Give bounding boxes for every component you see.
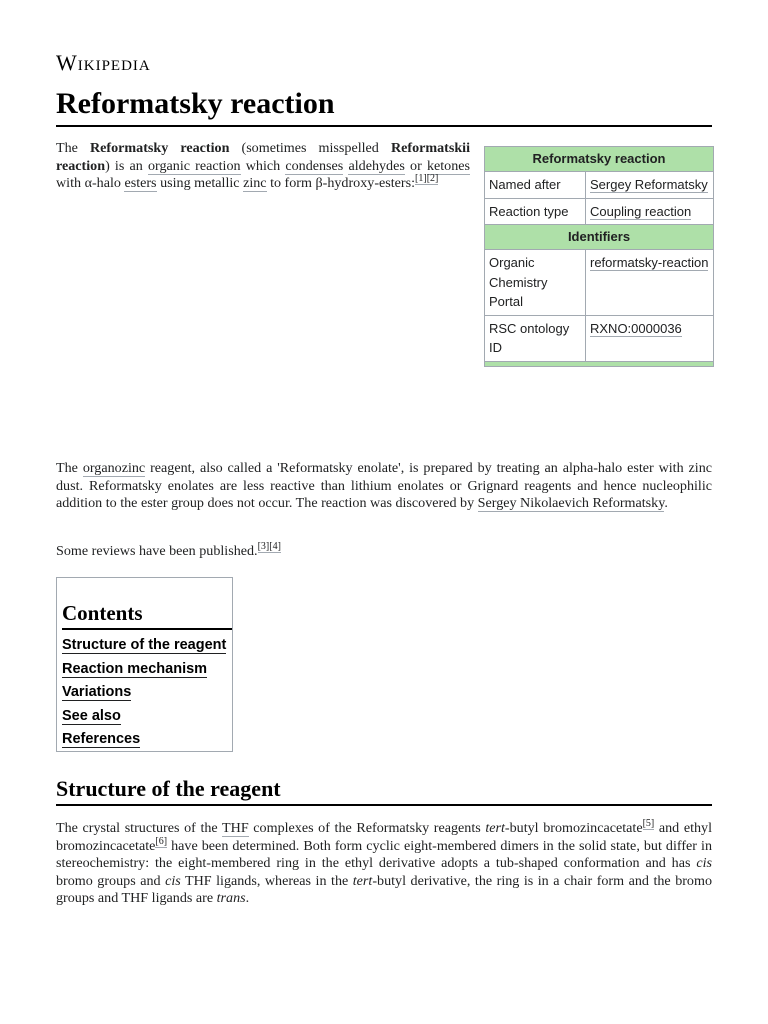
infobox xyxy=(484,146,714,367)
toc-link[interactable]: Structure of the reagent xyxy=(62,637,227,653)
toc-item[interactable] xyxy=(62,634,232,658)
link-ketones[interactable]: ketones xyxy=(426,157,470,174)
link-thf[interactable]: THF xyxy=(222,820,249,836)
italic-term: cis xyxy=(696,855,712,871)
link-sergey-nikolaevich-reformatsky[interactable]: Sergey Nikolaevich Reformatsky xyxy=(477,495,665,511)
wikipedia-wordmark[interactable]: Wikipedia xyxy=(56,50,151,75)
infobox-title: Reformatsky reaction xyxy=(485,147,713,172)
infobox-key: Reaction type xyxy=(485,199,586,225)
paragraph-reviews xyxy=(56,543,712,561)
text: (sometimes misspelled xyxy=(229,140,391,156)
toc-link[interactable]: References xyxy=(62,731,141,747)
text: have been determined. Both form cyclic eight-membered dimers in the solid state, but differ in stereochemistry: the eight-membered ring in the ethyl derivative adopts a tub-shaped conformation and has xyxy=(56,837,712,871)
text: using metallic xyxy=(156,175,244,191)
toc-link[interactable]: See also xyxy=(62,707,121,724)
page-title: Reformatsky reaction xyxy=(56,86,712,127)
italic-term: cis xyxy=(165,872,181,889)
text: ) is an xyxy=(105,157,148,174)
link-organic-reaction[interactable]: organic reaction xyxy=(147,157,241,174)
text: complexes of the Reformatsky reagents xyxy=(248,820,486,836)
link-ocp-id[interactable]: reformatsky-reaction xyxy=(590,255,709,270)
link-sergey-reformatsky[interactable]: Sergey Reformatsky xyxy=(590,177,708,192)
toc-item[interactable] xyxy=(62,658,232,682)
link-esters[interactable]: esters xyxy=(124,175,157,191)
infobox-key: Organic Chemistry Portal xyxy=(485,250,586,315)
citation[interactable] xyxy=(155,836,167,848)
text: Some reviews have been published. xyxy=(56,543,258,559)
text: bromo groups and xyxy=(56,872,166,889)
link-zinc[interactable]: zinc xyxy=(243,175,267,191)
toc-item[interactable] xyxy=(62,728,232,752)
text: THF ligands, whereas in the xyxy=(180,872,353,889)
toc-list xyxy=(62,634,232,752)
infobox-key: Named after xyxy=(485,172,586,198)
ref-2[interactable]: [2] xyxy=(426,173,439,185)
infobox-row xyxy=(485,172,713,199)
infobox-row xyxy=(485,316,713,362)
infobox-value xyxy=(586,199,713,225)
citation[interactable] xyxy=(643,818,655,830)
toc-item[interactable] xyxy=(62,705,232,729)
text: -butyl bromozincacetate xyxy=(504,820,643,836)
text: and ethyl bromozincacetate xyxy=(56,820,713,854)
paragraph-crystal-structures xyxy=(56,820,712,908)
ref-1[interactable]: [1] xyxy=(415,173,427,185)
link-rxno-id[interactable]: RXNO:0000036 xyxy=(590,320,682,336)
text: The crystal structures of the xyxy=(56,820,223,836)
text: . xyxy=(664,495,668,511)
infobox-value xyxy=(586,172,713,198)
citation[interactable] xyxy=(415,173,438,185)
link-aldehydes[interactable]: aldehydes xyxy=(348,157,405,174)
link-organozinc[interactable]: organozinc xyxy=(82,460,146,476)
link-coupling-reaction[interactable]: Coupling reaction xyxy=(590,203,692,219)
text: -butyl derivative, the ring is in a chair form and the bromo groups and THF ligands are xyxy=(56,872,712,906)
section-heading: Structure of the reagent xyxy=(56,776,712,806)
infobox-row xyxy=(485,250,713,316)
italic-term: tert xyxy=(485,820,505,836)
text: The xyxy=(56,460,83,476)
italic-term: trans xyxy=(216,890,246,906)
infobox-key: RSC ontology ID xyxy=(485,316,586,361)
bold-term: Reformatskii reaction xyxy=(56,140,471,174)
ref-6[interactable]: [6] xyxy=(155,835,168,847)
infobox-value xyxy=(586,250,713,315)
paragraph-organozinc xyxy=(56,460,712,513)
text: The xyxy=(56,140,90,156)
text: with α-halo xyxy=(56,175,125,191)
text: to form β-hydroxy-esters: xyxy=(266,175,416,191)
bold-term: Reformatsky reaction xyxy=(90,140,230,156)
intro-paragraph xyxy=(56,140,470,193)
toc-link[interactable]: Variations xyxy=(62,684,132,700)
table-of-contents xyxy=(56,577,233,752)
toc-item[interactable] xyxy=(62,681,232,705)
ref-5[interactable]: [5] xyxy=(642,818,655,830)
infobox-footer xyxy=(485,362,713,366)
text: or xyxy=(404,157,427,174)
infobox-row xyxy=(485,199,713,226)
citation[interactable] xyxy=(258,541,281,553)
ref-4[interactable]: [4] xyxy=(269,541,281,553)
text: reagent, also called a 'Reformatsky enolate', is prepared by treating an alpha-halo ester with zinc dust. Reformatsky enolates are less reactive than lithium enolates or Grignard reagents and hence nucleophilic addition to the ester group does not occur. The reaction was discovered by xyxy=(56,460,713,511)
link-condenses[interactable]: condenses xyxy=(285,157,344,174)
toc-link[interactable]: Reaction mechanism xyxy=(62,660,208,677)
infobox-value xyxy=(586,316,713,361)
infobox-section-identifiers: Identifiers xyxy=(485,225,713,250)
ref-3[interactable]: [3] xyxy=(257,541,270,553)
text: which xyxy=(240,157,286,174)
text: . xyxy=(245,890,250,906)
toc-title: Contents xyxy=(62,601,232,630)
italic-term: tert xyxy=(352,872,373,889)
